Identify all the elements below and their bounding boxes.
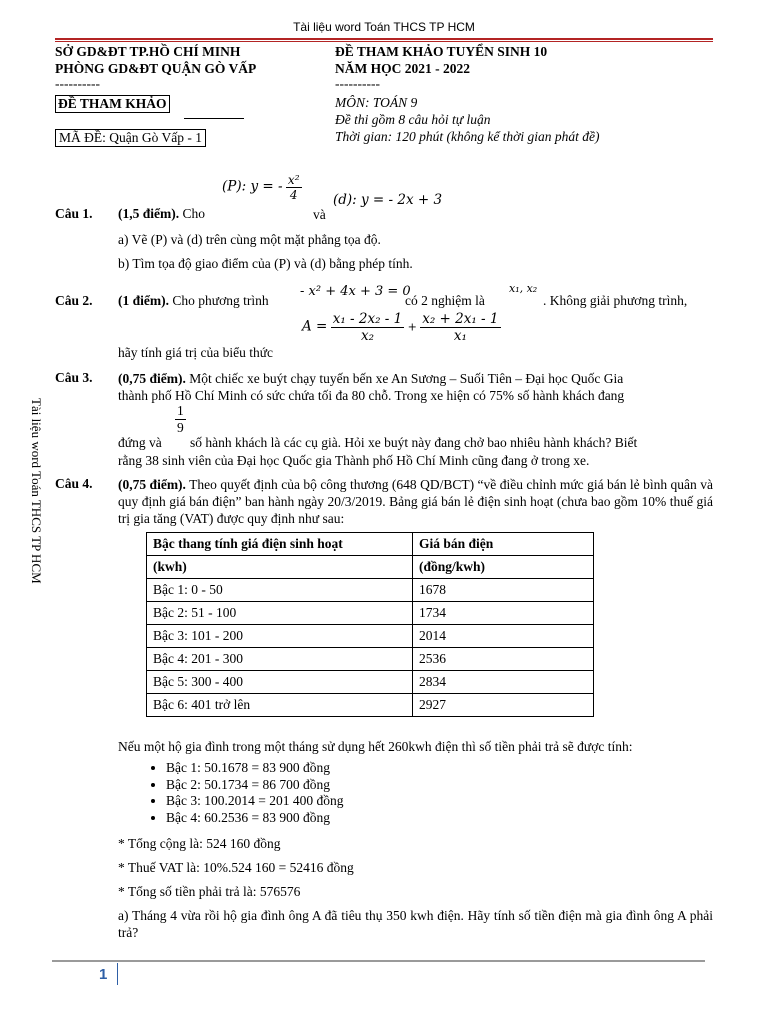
question-3-line-1: (0,75 điểm). Một chiếc xe buýt chạy tuyến bến xe An Sương – Suối Tiên – Đại học Quốc Gia [118,371,624,386]
side-watermark-text: Tài liệu word Toán THCS TP HCM [29,398,44,584]
question-1-and: và [313,207,326,222]
tier-cell: Bậc 2: 51 - 100 [147,602,413,625]
exam-title: ĐỀ THAM KHẢO TUYỂN SINH 10 [335,44,548,59]
table-row [147,694,594,717]
table-row [147,671,594,694]
example-intro: Nếu một hộ gia đình trong một tháng sử dụng hết 260kwh điện thì số tiền phải trả sẽ được tính: [118,739,633,754]
exam-code: MÃ ĐỀ: Quận Gò Vấp - 1 [55,129,206,147]
price-cell: 1734 [413,602,594,625]
table-row [147,579,594,602]
question-2-ask: hãy tính giá trị của biểu thức [118,345,274,360]
list-item: • Bậc 1: 50.1678 = 83 900 đồng [166,760,343,777]
header-price-unit: (đồng/kwh) [413,556,594,579]
question-3-line-2: thành phố Hồ Chí Minh có sức chứa tối đa 80 chỗ. Trong xe hiện có 75% số hành khách đang [118,388,625,403]
list-item: • Bậc 2: 50.1734 = 86 700 đồng [166,777,343,794]
question-2-intro: (1 điểm). Cho phương trình [118,293,269,308]
banner-rule [55,38,713,40]
price-cell: 2536 [413,648,594,671]
price-cell: 2834 [413,671,594,694]
footer-rule [52,960,705,962]
expression-A: A = $\frac{\text{x₁ - 2x₂ - 1}}{\text{x₂}}$ + $\frac{\text{x₂ + 2x₁ - 1}}{\text{x₁}}$ [302,311,499,344]
question-1-intro: (1,5 điểm). Cho [118,206,206,221]
right-dashes: ---------- [335,76,380,91]
quadratic-equation: - x² + 4x + 3 = 0 [300,284,411,299]
question-3-line-3a: đứng và [118,435,162,450]
time-limit: Thời gian: 120 phút (không kể thời gian phát đề) [335,129,600,144]
footer-divider [117,963,118,985]
fraction-one-ninth: $\frac{1}{9}$ [177,403,184,435]
school-year: NĂM HỌC 2021 - 2022 [335,61,470,76]
question-1-label: Câu 1. [55,206,93,221]
page-banner: Tài liệu word Toán THCS TP HCM [293,20,475,34]
table-header-row [147,533,594,556]
payable-line: * Tổng số tiền phải trả là: 576576 [118,884,301,899]
tier-cell: Bậc 3: 101 - 200 [147,625,413,648]
office-name: PHÒNG GD&ĐT QUẬN GÒ VẤP [55,61,257,76]
price-cell: 2014 [413,625,594,648]
question-2-no-solve: . Không giải phương trình, [543,293,688,308]
price-cell: 1678 [413,579,594,602]
subject: MÔN: TOÁN 9 [335,95,418,110]
table-row [147,602,594,625]
question-1-part-b: b) Tìm tọa độ giao điểm của (P) và (d) bằng phép tính. [118,256,413,271]
department-name: SỞ GD&ĐT TP.HỒ CHÍ MINH [55,44,241,59]
header-tier-unit: (kwh) [147,556,413,579]
parabola-equation: (P): y = - $\frac{\text{x²}}{4}$ [222,173,300,202]
question-2-label: Câu 2. [55,293,93,308]
question-3-line-4: rằng 38 sinh viên của Đại học Quốc gia Thành phố Hồ Chí Minh cũng đang ở trong xe. [118,453,590,468]
header-tier: Bậc thang tính giá điện sinh hoạt [147,533,413,556]
table-header-row-units [147,556,594,579]
line-equation: (d): y = - 2x + 3 [333,192,443,208]
table-row [147,648,594,671]
list-item: • Bậc 3: 100.2014 = 201 400 đồng [166,793,343,810]
question-3-line-3b: số hành khách là các cụ già. Hỏi xe buýt này đang chở bao nhiêu hành khách? Biết [190,435,638,450]
question-2-roots-text: có 2 nghiệm là [405,293,485,308]
banner-rule-thin [55,41,713,42]
tier-cell: Bậc 5: 300 - 400 [147,671,413,694]
title-underline [184,118,244,119]
question-3-label: Câu 3. [55,370,93,385]
question-4-label: Câu 4. [55,476,93,491]
exam-type-title: ĐỀ THAM KHẢO [55,95,170,113]
question-1-part-a: a) Vẽ (P) và (d) trên cùng một mặt phẳng tọa độ. [118,232,381,247]
list-item: • Bậc 4: 60.2536 = 83 900 đồng [166,810,343,827]
total-line: * Tổng cộng là: 524 160 đồng [118,836,281,851]
tier-cost-list [118,760,343,826]
page-number: 1 [99,966,108,983]
tier-cell: Bậc 6: 401 trở lên [147,694,413,717]
question-4-part-a: a) Tháng 4 vừa rồi hộ gia đình ông A đã tiêu thụ 350 kwh điện. Hãy tính số tiền điện mà gia đình ông A phải trả? [118,908,713,940]
vat-line: * Thuế VAT là: 10%.524 160 = 52416 đồng [118,860,354,875]
question-count: Đề thi gồm 8 câu hỏi tự luận [335,112,491,127]
table-row [147,625,594,648]
left-dashes: ---------- [55,76,100,91]
question-4-intro: (0,75 điểm). Theo quyết định của bộ công thương (648 QD/BCT) “về điều chỉnh mức giá bán lẻ bình quân và quy định giá bán điện” ban hành ngày 20/3/2019. Bảng giá bán lẻ điện sinh hoạt (chưa bao gồm 10% thuế giá trị gia tăng (VAT) được quy định như sau: [118,477,713,526]
header-price: Giá bán điện [413,533,594,556]
tier-cell: Bậc 4: 201 - 300 [147,648,413,671]
price-cell: 2927 [413,694,594,717]
roots-symbols: x₁, x₂ [509,282,538,295]
electricity-price-table [146,532,594,717]
tier-cell: Bậc 1: 0 - 50 [147,579,413,602]
